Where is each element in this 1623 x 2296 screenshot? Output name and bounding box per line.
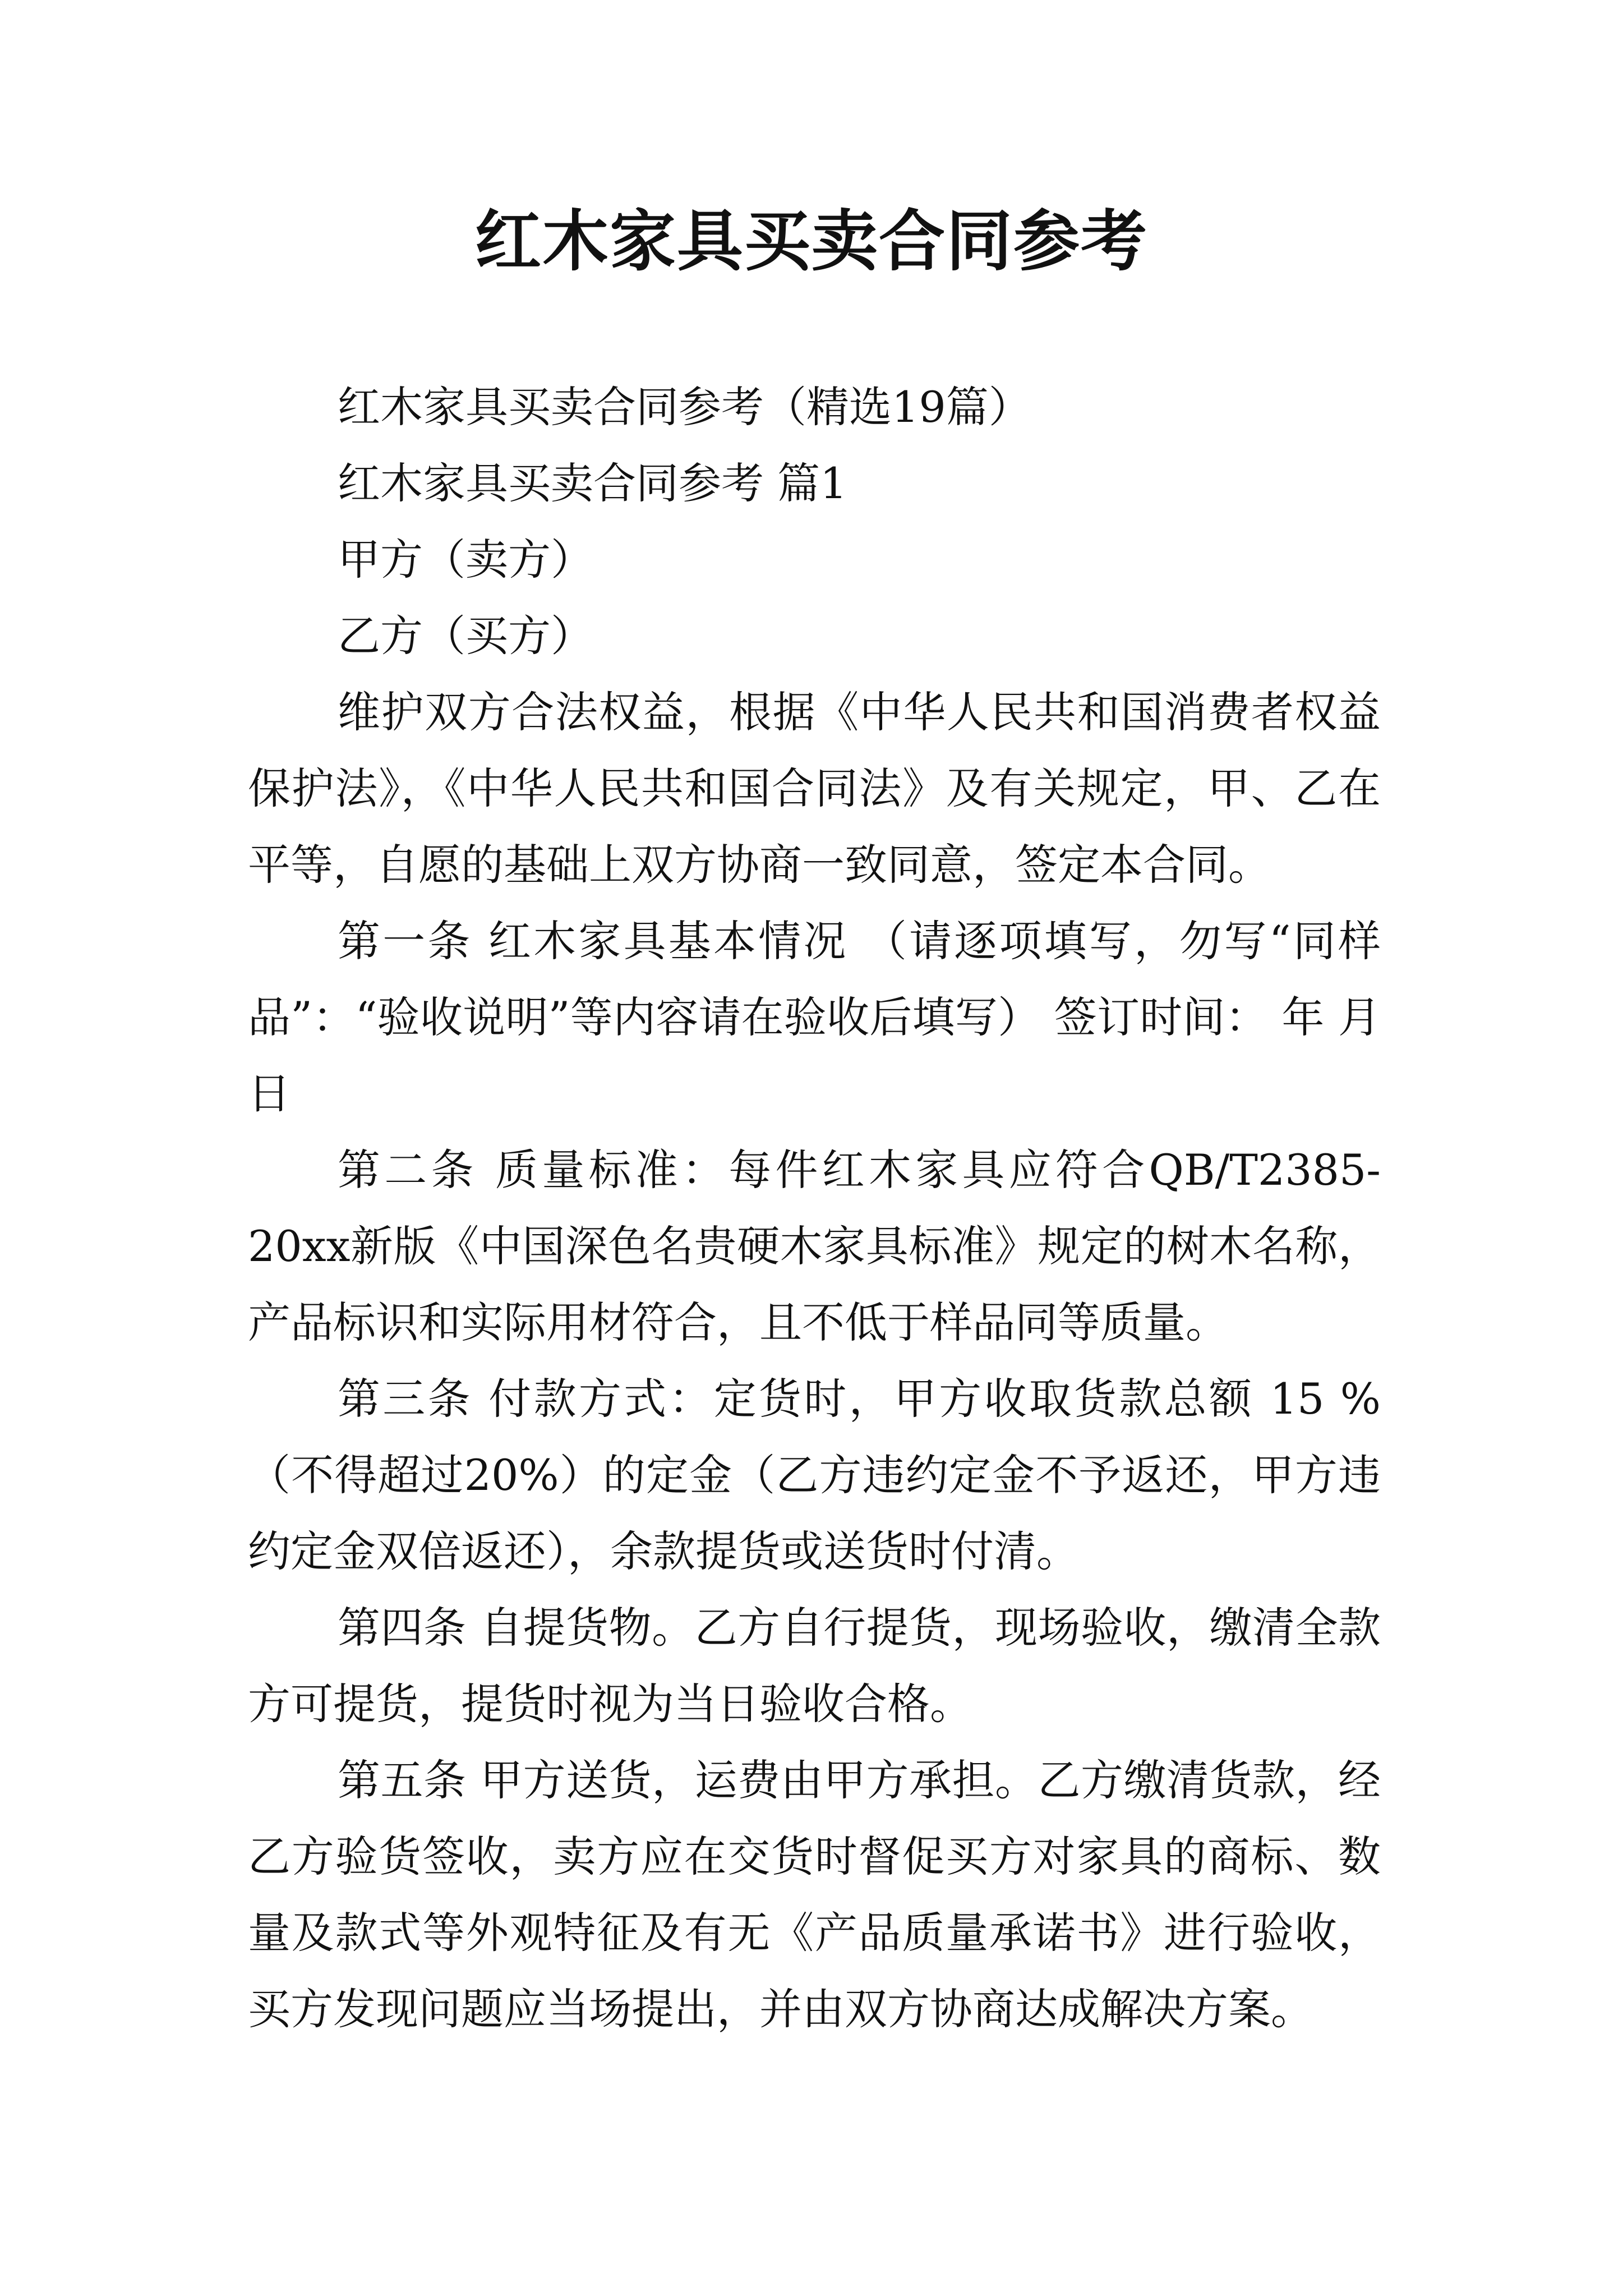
- document-body: [248, 369, 1381, 2047]
- article-5-paragraph: 第五条 甲方送货，运费由甲方承担。乙方缴清货款，经乙方验货签收，卖方应在交货时督促买方对家具的商标、数量及款式等外观特征及有无《产品质量承诺书》进行验收，买方发现问题应当场提出，并由双方协商达成解决方案。: [248, 1755, 1381, 2034]
- article-3-paragraph: 第三条 付款方式：定货时，甲方收取货款总额 15 %（不得超过20%）的定金（乙方违约定金不予返还，甲方违约定金双倍返还），余款提货或送货时付清。: [248, 1374, 1381, 1576]
- party-a-paragraph: 甲方（卖方）: [338, 535, 593, 585]
- section-heading-paragraph: 红木家具买卖合同参考 篇1: [338, 458, 847, 508]
- article-2-paragraph: 第二条 质量标准：每件红木家具应符合QB/T2385-20xx新版《中国深色名贵硬木家具标准》规定的树木名称，产品标识和实际用材符合，且不低于样品同等质量。: [248, 1145, 1381, 1347]
- article-1-paragraph: 第一条 红木家具基本情况 （请逐项填写，勿写“同样品”：“验收说明”等内容请在验收后填写） 签订时间： 年 月 日: [248, 916, 1381, 1119]
- party-b-paragraph: 乙方（买方）: [338, 611, 593, 661]
- preamble-paragraph: 维护双方合法权益，根据《中华人民共和国消费者权益保护法》，《中华人民共和国合同法》及有关规定，甲、乙在平等，自愿的基础上双方协商一致同意，签定本合同。: [248, 687, 1381, 890]
- article-4-paragraph: 第四条 自提货物。乙方自行提货，现场验收，缴清全款方可提货，提货时视为当日验收合格。: [248, 1603, 1381, 1729]
- document-title: 红木家具买卖合同参考: [474, 202, 1148, 280]
- subtitle-paragraph: 红木家具买卖合同参考（精选19篇）: [338, 382, 1031, 432]
